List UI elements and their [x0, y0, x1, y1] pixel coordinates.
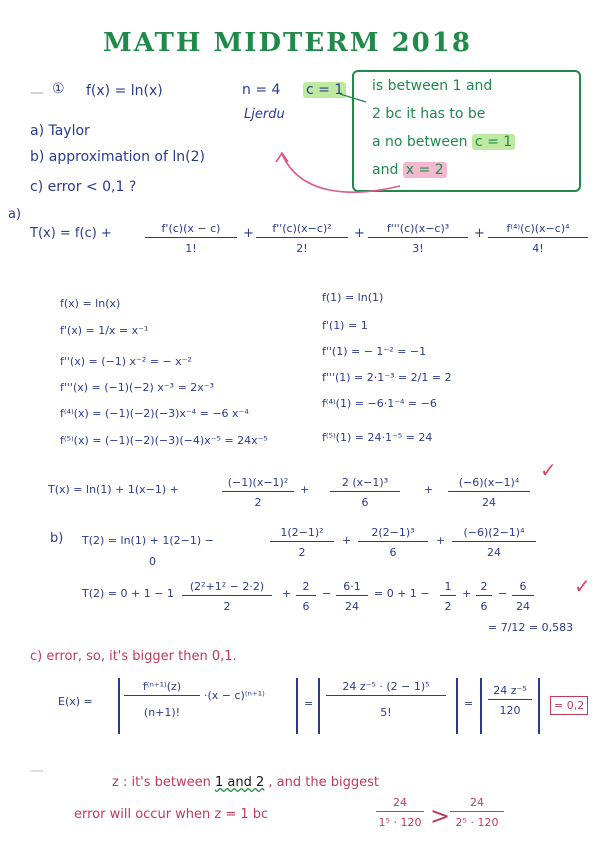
- deriv-right-0: f(1) = ln(1): [322, 291, 384, 304]
- abs-bar: [538, 678, 540, 734]
- part-b2-term-3-num: 2: [296, 580, 316, 596]
- minus-sign: −: [322, 587, 332, 600]
- part-b2-term-num: (2²+1² − 2·2): [182, 580, 272, 596]
- deriv-right-5: f⁽⁵⁾(1) = 24·1⁻⁵ = 24: [322, 431, 433, 444]
- part-b-lhs: T(2) = ln(1) + 1(2−1) −: [82, 534, 214, 547]
- footer-frac-2-num: 24: [450, 796, 504, 812]
- deriv-left-2: f''(x) = (−1) x⁻² = − x⁻²: [60, 355, 192, 368]
- abs-bar: [118, 678, 120, 734]
- problem-n: n = 4: [242, 82, 281, 98]
- deriv-right-1: f'(1) = 1: [322, 319, 368, 332]
- part-b2-r2: [476, 580, 492, 613]
- taylor-poly-term-2-num: (−1)(x−1)²: [222, 476, 294, 492]
- plus-sign: +: [436, 534, 446, 547]
- taylor-poly-term-4-den: 24: [482, 496, 496, 509]
- plus-sign: +: [342, 534, 352, 547]
- part-b-label: b): [50, 531, 64, 546]
- taylor-term-1-num: f'(c)(x − c): [145, 222, 237, 238]
- part-b2-term-3: [296, 580, 316, 613]
- taylor-poly-term-2-den: 2: [254, 496, 262, 509]
- error-term-2-num: 24 z⁻⁵ · (2 − 1)⁵: [326, 680, 446, 696]
- part-b-term-3: [358, 526, 428, 559]
- part-b2-r1-den: 2: [444, 600, 452, 613]
- part-b-term-2: [270, 526, 334, 559]
- part-b2-r3-den: 24: [516, 600, 530, 613]
- greater-than: >: [430, 802, 451, 830]
- part-b2-r3: [512, 580, 534, 613]
- part-b2-r2-num: 2: [476, 580, 492, 596]
- deriv-left-5: f⁽⁵⁾(x) = (−1)(−2)(−3)(−4)x⁻⁵ = 24x⁻⁵: [60, 434, 268, 447]
- plus-sign: +: [243, 226, 254, 241]
- deriv-left-1: f'(x) = 1/x = x⁻¹: [60, 324, 149, 337]
- error-term-3-num: 24 z⁻⁵: [488, 684, 532, 700]
- taylor-term-2-den: 2!: [296, 242, 308, 255]
- error-term-1-den: (n+1)!: [143, 706, 181, 719]
- taylor-term-4-num: f⁽⁴⁾(c)(x−c)⁴: [488, 222, 588, 238]
- error-term-1-tail: ·(x − c)⁽ⁿ⁺¹⁾: [204, 689, 265, 702]
- plus-sign: +: [424, 483, 434, 496]
- note-line-3-text: a no between: [372, 134, 468, 150]
- part-b2-term-3-den: 6: [302, 600, 310, 613]
- error-term-2-den: 5!: [380, 706, 392, 719]
- part-b-term-3-num: 2(2−1)³: [358, 526, 428, 542]
- problem-number: ①: [52, 81, 65, 97]
- error-result-box: = 0,2: [550, 696, 588, 715]
- part-b2-r1-num: 1: [440, 580, 456, 596]
- note-line-3: [372, 134, 515, 150]
- part-b2-term-4-den: 24: [345, 600, 359, 613]
- deriv-left-3: f'''(x) = (−1)(−2) x⁻³ = 2x⁻³: [60, 381, 214, 394]
- part-b2-result: = 7/12 = 0,583: [488, 621, 574, 634]
- plus-sign: +: [474, 226, 485, 241]
- problem-part-c: c) error < 0,1 ?: [30, 179, 137, 195]
- taylor-term-3: [368, 222, 468, 255]
- equals-sign: =: [464, 697, 474, 710]
- part-b2-lhs: T(2) = 0 + 1 − 1: [82, 587, 174, 600]
- footer-frac-2-den: 2⁵ · 120: [455, 816, 499, 829]
- error-term-3-den: 120: [499, 704, 521, 717]
- footer-interval: 1 and 2: [215, 775, 265, 790]
- abs-bar: [456, 678, 458, 734]
- taylor-general-lhs: T(x) = f(c) +: [30, 226, 112, 241]
- footer-line-1c: , and the biggest: [268, 775, 379, 790]
- taylor-term-4: [488, 222, 588, 255]
- part-b-term-4: [452, 526, 536, 559]
- margin-dash: —: [30, 763, 44, 779]
- part-b2-term-4-num: 6·1: [336, 580, 368, 596]
- taylor-term-4-den: 4!: [532, 242, 544, 255]
- part-b2-r1: [440, 580, 456, 613]
- note-line-2: 2 bc it has to be: [372, 106, 486, 122]
- part-b-term-2-num: 1(2−1)²: [270, 526, 334, 542]
- part-b2-r3-num: 6: [512, 580, 534, 596]
- taylor-term-3-den: 3!: [412, 242, 424, 255]
- note-line-1: is between 1 and: [372, 78, 493, 94]
- taylor-term-2: [256, 222, 348, 255]
- taylor-poly-term-3: [330, 476, 400, 509]
- equals-sign: =: [304, 697, 314, 710]
- signature: Ljerdu: [244, 107, 285, 122]
- error-term-2: [326, 680, 446, 719]
- part-b-term-3-den: 6: [389, 546, 397, 559]
- taylor-term-1-den: 1!: [185, 242, 197, 255]
- error-term-1-num: f⁽ⁿ⁺¹⁾(z): [124, 680, 200, 696]
- part-b2-term-4: [336, 580, 368, 613]
- error-lhs: E(x) =: [58, 695, 93, 708]
- taylor-poly-lhs: T(x) = ln(1) + 1(x−1) +: [48, 483, 179, 496]
- abs-bar: [318, 678, 320, 734]
- plus-sign: +: [354, 226, 365, 241]
- minus-sign: −: [498, 587, 508, 600]
- part-b2-r2-den: 6: [480, 600, 488, 613]
- footer-frac-2: [450, 796, 504, 829]
- deriv-right-2: f''(1) = − 1⁻² = −1: [322, 345, 427, 358]
- taylor-poly-term-3-den: 6: [361, 496, 369, 509]
- green-connector-icon: [338, 92, 368, 106]
- part-b2-term-den: 2: [223, 600, 231, 613]
- problem-c: c = 1: [303, 82, 346, 98]
- deriv-left-0: f(x) = ln(x): [60, 297, 121, 310]
- deriv-right-4: f⁽⁴⁾(1) = −6·1⁻⁴ = −6: [322, 397, 437, 410]
- part-b-term-2-den: 2: [298, 546, 306, 559]
- taylor-term-2-num: f''(c)(x−c)²: [256, 222, 348, 238]
- footer-line-2: error will occur when z = 1 bc: [74, 807, 269, 822]
- part-b2-term: [182, 580, 272, 613]
- part-b2-eq: = 0 + 1 −: [374, 587, 430, 600]
- check-mark-icon: ✓: [540, 458, 557, 482]
- check-mark-icon: ✓: [574, 574, 591, 598]
- taylor-term-3-num: f'''(c)(x−c)³: [368, 222, 468, 238]
- footer-frac-1-num: 24: [376, 796, 424, 812]
- plus-sign: +: [282, 587, 292, 600]
- footer-line-1: [112, 776, 379, 789]
- page-title: MATH MIDTERM 2018: [103, 28, 472, 58]
- taylor-term-1: [145, 222, 237, 255]
- note-x-value: x = 2: [403, 162, 447, 178]
- taylor-poly-term-2: [222, 476, 294, 509]
- note-c-value: c = 1: [472, 134, 515, 150]
- part-b-term-4-num: (−6)(2−1)⁴: [452, 526, 536, 542]
- error-term-3: [488, 684, 532, 717]
- footer-line-1a: z : it's between: [112, 775, 211, 790]
- part-b-zero: 0: [149, 555, 156, 568]
- margin-dash: —: [30, 85, 44, 101]
- taylor-poly-term-3-num: 2 (x−1)³: [330, 476, 400, 492]
- problem-part-a: a) Taylor: [30, 123, 90, 139]
- problem-function: f(x) = ln(x): [86, 83, 163, 99]
- error-term-1: [124, 680, 200, 719]
- plus-sign: +: [462, 587, 472, 600]
- note-line-4-text: and: [372, 162, 399, 178]
- part-c-heading: c) error, so, it's bigger then 0,1.: [30, 649, 237, 664]
- footer-frac-1: [376, 796, 424, 829]
- pink-arrow-icon: [270, 150, 410, 200]
- part-a-label: a): [8, 207, 22, 222]
- abs-bar: [480, 678, 482, 734]
- taylor-poly-term-4: [448, 476, 530, 509]
- deriv-left-4: f⁽⁴⁾(x) = (−1)(−2)(−3)x⁻⁴ = −6 x⁻⁴: [60, 407, 249, 420]
- part-b-term-4-den: 24: [487, 546, 501, 559]
- problem-part-b: b) approximation of ln(2): [30, 149, 205, 165]
- footer-frac-1-den: 1⁵ · 120: [378, 816, 422, 829]
- taylor-poly-term-4-num: (−6)(x−1)⁴: [448, 476, 530, 492]
- abs-bar: [296, 678, 298, 734]
- plus-sign: +: [300, 483, 310, 496]
- deriv-right-3: f'''(1) = 2·1⁻³ = 2/1 = 2: [322, 371, 452, 384]
